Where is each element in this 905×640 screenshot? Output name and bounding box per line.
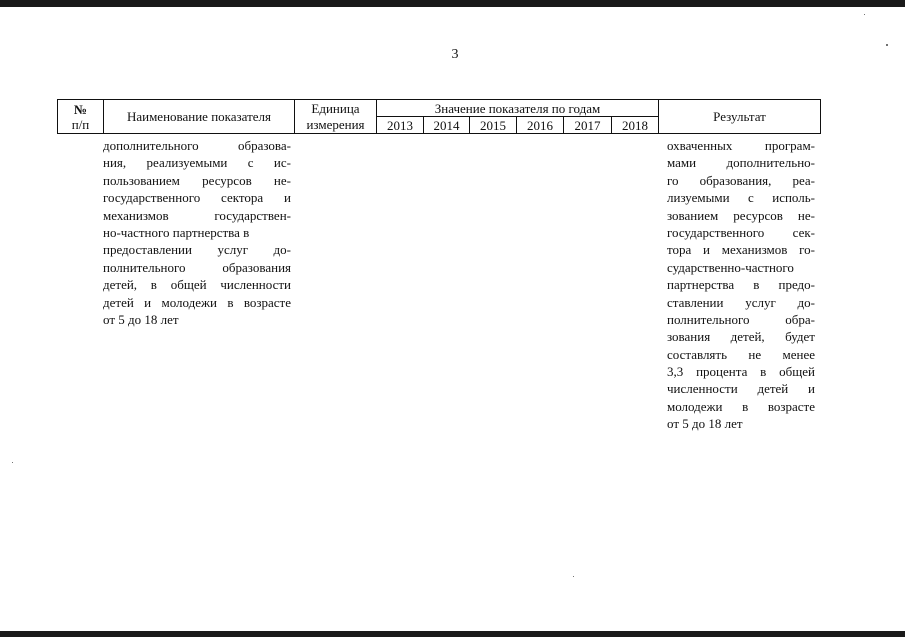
indicator-name-line: полнительного образования — [103, 259, 291, 275]
header-year-2018: 2018 — [612, 117, 659, 134]
result-line: молодежи в возрасте — [667, 398, 815, 414]
result-line: охваченных програм- — [667, 138, 815, 153]
result-line: лизуемыми с исполь- — [667, 190, 815, 206]
scan-speck — [886, 44, 888, 46]
indicator-name-line: дополнительного образова- — [103, 138, 291, 153]
header-year-2015: 2015 — [470, 117, 517, 134]
result-line: зования детей, будет — [667, 329, 815, 345]
scan-speck — [864, 14, 865, 15]
result-line: государственного сек- — [667, 224, 815, 240]
result-line: ставлении услуг до- — [667, 294, 815, 310]
scan-speck — [573, 576, 574, 577]
header-indicator-name: Наименование показателя — [104, 100, 295, 134]
result-line: численности детей и — [667, 381, 815, 397]
result-line: партнерства в предо- — [667, 277, 815, 293]
indicator-name-line: механизмов государствен- — [103, 207, 291, 223]
result-line: зованием ресурсов не- — [667, 207, 815, 223]
indicator-name-line: но-частного партнерства в — [103, 224, 250, 240]
table-header — [57, 99, 821, 134]
header-result: Результат — [659, 100, 821, 134]
result-line: го образования, реа- — [667, 172, 815, 188]
indicator-name-line: от 5 до 18 лет — [103, 311, 179, 327]
indicator-name-line: государственного сектора и — [103, 190, 291, 206]
result-line: составлять не менее — [667, 346, 815, 362]
result-line: от 5 до 18 лет — [667, 416, 743, 432]
indicator-name-line: ния, реализуемыми с ис- — [103, 155, 291, 171]
result-line: мами дополнительно- — [667, 155, 815, 171]
indicator-name-text — [103, 137, 291, 328]
header-number-abbrev: п/п — [71, 116, 90, 132]
header-unit-line1: Единица — [295, 100, 377, 117]
indicator-name-line: пользованием ресурсов не- — [103, 172, 291, 188]
result-line: 3,3 процента в общей — [667, 364, 815, 380]
result-line: полнительного обра- — [667, 311, 815, 327]
scan-bottom-border — [0, 631, 905, 637]
indicator-name-line: предоставлении услуг до- — [103, 242, 291, 258]
indicator-name-line: детей, в общей численности — [103, 277, 291, 293]
header-unit-line2: измерения — [295, 117, 377, 134]
header-year-2016: 2016 — [517, 117, 564, 134]
result-line: сударственно-частного — [667, 259, 794, 275]
result-line: тора и механизмов го- — [667, 242, 815, 258]
scan-top-border — [0, 0, 905, 7]
scan-speck — [12, 462, 13, 463]
header-year-2017: 2017 — [564, 117, 612, 134]
header-values-by-year: Значение показателя по годам — [377, 100, 659, 117]
indicator-name-line: детей и молодежи в возрасте — [103, 294, 291, 310]
header-year-2013: 2013 — [377, 117, 424, 134]
result-text — [667, 137, 815, 433]
header-number-symbol: № — [73, 101, 88, 117]
page-number: 3 — [451, 47, 459, 62]
header-year-2014: 2014 — [424, 117, 470, 134]
header-number-cell — [58, 100, 104, 134]
